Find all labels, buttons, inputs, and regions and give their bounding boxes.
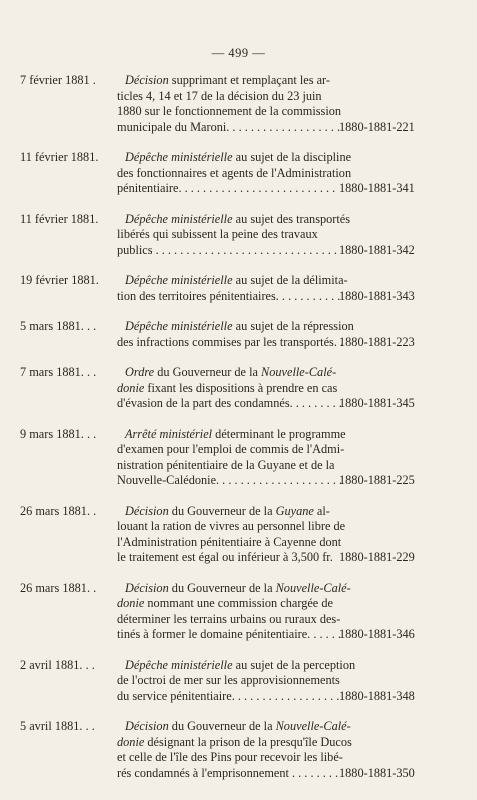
text-segment: d'examen pour l'emploi de commis de l'Admi-	[117, 442, 345, 456]
entry-text-line	[117, 396, 342, 412]
entry-text-line	[117, 473, 343, 489]
entry-reference: 1880-1881-348	[339, 688, 415, 703]
text-segment: tinés à former le domaine pénitentiaire. . . . . .	[117, 627, 341, 641]
italic-text: Décision	[125, 719, 169, 733]
text-segment: au sujet de la perception	[232, 657, 356, 672]
entry-text-line	[117, 765, 339, 782]
entry-reference: 1880-1881-345	[339, 396, 415, 410]
text-segment: des fonctionnaires et agents de l'Administration	[117, 165, 352, 180]
entry-text-line	[117, 119, 341, 136]
entry-text	[117, 365, 342, 412]
entry-text-line	[117, 458, 335, 474]
entry-text-line	[117, 73, 335, 89]
entry-text	[117, 503, 346, 566]
text-segment: désignant la prison de la presqu'île Ducos	[144, 734, 352, 749]
entry-date: 7 février 1881 .	[20, 73, 96, 87]
entry-text	[117, 211, 351, 259]
entry-text-line	[117, 165, 352, 182]
list-item	[0, 581, 477, 643]
entry-text-line	[117, 104, 342, 120]
italic-text: donie	[117, 734, 145, 749]
text-segment: des infractions commises par les transportés. .	[117, 334, 344, 349]
entry-text	[117, 73, 342, 135]
entry-text-line	[117, 504, 335, 520]
italic-text: Décision	[125, 580, 169, 595]
entry-date: 11 février 1881.	[20, 150, 99, 164]
list-item	[0, 212, 477, 259]
text-segment: au sujet de la discipline	[232, 150, 352, 164]
entry-text	[117, 273, 348, 304]
entry-reference: 1880-1881-341	[339, 181, 415, 195]
entry-date: 5 mars 1881. . .	[20, 319, 97, 333]
text-segment: de l'octroi de mer sur les approvisionnements	[117, 673, 340, 687]
italic-text: Dépêche ministérielle	[125, 657, 233, 672]
entry-date: 26 mars 1881. .	[20, 580, 97, 595]
entry-text	[117, 150, 352, 197]
entry-date: 19 février 1881.	[20, 273, 99, 287]
entry-reference: 1880-1881-350	[339, 765, 415, 780]
entry-text-line	[117, 319, 354, 335]
entry-reference: 1880-1881-342	[339, 242, 415, 257]
text-segment: et celle de l'île des Pins pour recevoir les libé-	[117, 750, 343, 764]
italic-text: Décision	[125, 73, 169, 87]
text-segment: libérés qui subissent la peine des travaux	[117, 227, 318, 241]
entry-text-line	[117, 243, 335, 259]
entry-text-line	[117, 227, 335, 243]
text-segment: du Gouverneur de la	[154, 365, 262, 379]
text-segment: al-	[313, 503, 330, 518]
entry-text-line	[117, 89, 335, 105]
entry-text	[117, 319, 354, 350]
entry-reference: 1880-1881-229	[339, 550, 415, 564]
text-segment: publics . . . . . . . . . . . . . . . . . . . . . . . . . . . . . .	[117, 242, 337, 257]
entry-text-line	[117, 519, 346, 535]
italic-text: Dépêche ministérielle	[125, 150, 233, 164]
entry-text-line	[117, 734, 352, 751]
entry-date: 26 mars 1881. .	[20, 503, 97, 518]
entry-text-line	[117, 673, 340, 689]
text-segment: au sujet de la répression	[232, 319, 354, 333]
entry-date: 7 mars 1881. . .	[20, 365, 97, 379]
entry-text-line	[117, 426, 346, 443]
text-segment: le traitement est égal ou inférieur à 3,500 fr.	[117, 550, 333, 564]
entry-reference: 1880-1881-223	[339, 334, 415, 349]
entry-text-line	[117, 273, 348, 289]
entry-text-line	[117, 750, 343, 766]
text-segment: du Gouverneur de la	[168, 503, 276, 518]
text-segment: nommant une commission chargée de	[144, 596, 333, 610]
text-segment: déterminant le programme	[212, 426, 346, 441]
entry-text-line	[117, 611, 341, 628]
text-segment: louant la ration de vivres au personnel libre de	[117, 519, 346, 533]
list-item	[0, 427, 477, 489]
text-segment: municipale du Maroni. . . . . . . . . . . . . . . . . . .	[117, 119, 341, 134]
italic-text: Arrêté ministériel	[125, 426, 213, 441]
list-item	[0, 365, 477, 412]
entry-text-line	[117, 596, 335, 612]
italic-text: Guyane	[275, 503, 314, 518]
entry-text-line	[117, 181, 335, 197]
entry-date: 2 avril 1881. . .	[20, 657, 95, 672]
entry-text	[117, 580, 351, 643]
italic-text: Dépêche ministérielle	[125, 211, 233, 226]
entry-text-line	[117, 365, 335, 381]
text-segment: supprimant et remplaçant les ar-	[168, 73, 330, 87]
italic-text: donie	[117, 596, 145, 610]
entry-text-line	[117, 150, 352, 166]
text-segment: nistration pénitentiaire de la Guyane et de la	[117, 457, 335, 472]
entry-text-line	[117, 380, 338, 397]
entry-reference: 1880-1881-225	[339, 473, 415, 487]
list-item	[0, 150, 477, 197]
entry-text-line	[117, 534, 342, 551]
entry-text-line	[117, 719, 351, 735]
entry-text-line	[117, 334, 344, 351]
list-item	[0, 273, 477, 304]
italic-text: Décision	[125, 503, 169, 518]
entry-date: 5 avril 1881. . .	[20, 719, 95, 733]
entry-reference: 1880-1881-346	[339, 627, 415, 641]
page-number: — 499 —	[211, 46, 266, 60]
italic-text: Dépêche ministérielle	[125, 319, 233, 333]
text-segment: au sujet des transportés	[232, 211, 351, 226]
italic-text: Nouvelle-Calé-	[275, 719, 351, 733]
entry-date: 11 février 1881.	[20, 211, 99, 226]
text-segment: fixant les dispositions à prendre en cas	[144, 380, 338, 395]
entry-text-line	[117, 550, 335, 566]
entry-text-line	[117, 211, 351, 228]
entry-text	[117, 426, 346, 489]
entry-text-line	[117, 657, 356, 674]
entry-text	[117, 657, 356, 705]
text-segment: d'évasion de la part des condamnés. . . . . . . . .	[117, 396, 342, 410]
text-segment: du Gouverneur de la	[168, 719, 276, 733]
entry-date: 9 mars 1881. . .	[20, 426, 97, 441]
list-item	[0, 73, 477, 135]
text-segment: pénitentiaire. . . . . . . . . . . . . . . . . . . . . . . . . .	[117, 181, 336, 195]
list-item	[0, 658, 477, 705]
italic-text: Nouvelle-Calé-	[275, 580, 351, 595]
text-segment: 1880 sur le fonctionnement de la commission	[117, 104, 342, 118]
italic-text: Ordre	[125, 365, 155, 379]
entry-list	[0, 73, 477, 781]
text-segment: l'Administration pénitentiaire à Cayenne dont	[117, 534, 342, 549]
entry-reference: 1880-1881-221	[339, 119, 415, 134]
text-segment: tion des territoires pénitentiaires. . . . . . . . . . .	[117, 288, 341, 303]
entry-text-line	[117, 580, 351, 597]
text-segment: du service pénitentiaire. . . . . . . . . . . . . . . . . .	[117, 688, 340, 703]
text-segment: rés condamnés à l'emprisonnement . . . . . . . .	[117, 765, 339, 780]
text-segment: ticles 4, 14 et 17 de la décision du 23 juin	[117, 88, 322, 103]
italic-text: Dépêche ministérielle	[125, 273, 233, 287]
text-segment: du Gouverneur de la	[168, 580, 276, 595]
entry-text-line	[117, 288, 341, 305]
entry-text	[117, 719, 352, 781]
italic-text: Nouvelle-Calé-	[261, 365, 337, 379]
list-item	[0, 319, 477, 350]
text-segment: déterminer les terrains urbains ou ruraux des-	[117, 611, 341, 626]
entry-text-line	[117, 442, 345, 458]
entry-text-line	[117, 627, 341, 643]
entry-reference: 1880-1881-343	[339, 288, 415, 303]
list-item	[0, 504, 477, 566]
italic-text: donie	[117, 380, 145, 395]
text-segment: au sujet de la délimita-	[232, 273, 348, 287]
text-segment: Nouvelle-Calédonie. . . . . . . . . . . . . . . . . . . . .	[117, 473, 343, 487]
entry-text-line	[117, 688, 340, 705]
list-item	[0, 719, 477, 781]
